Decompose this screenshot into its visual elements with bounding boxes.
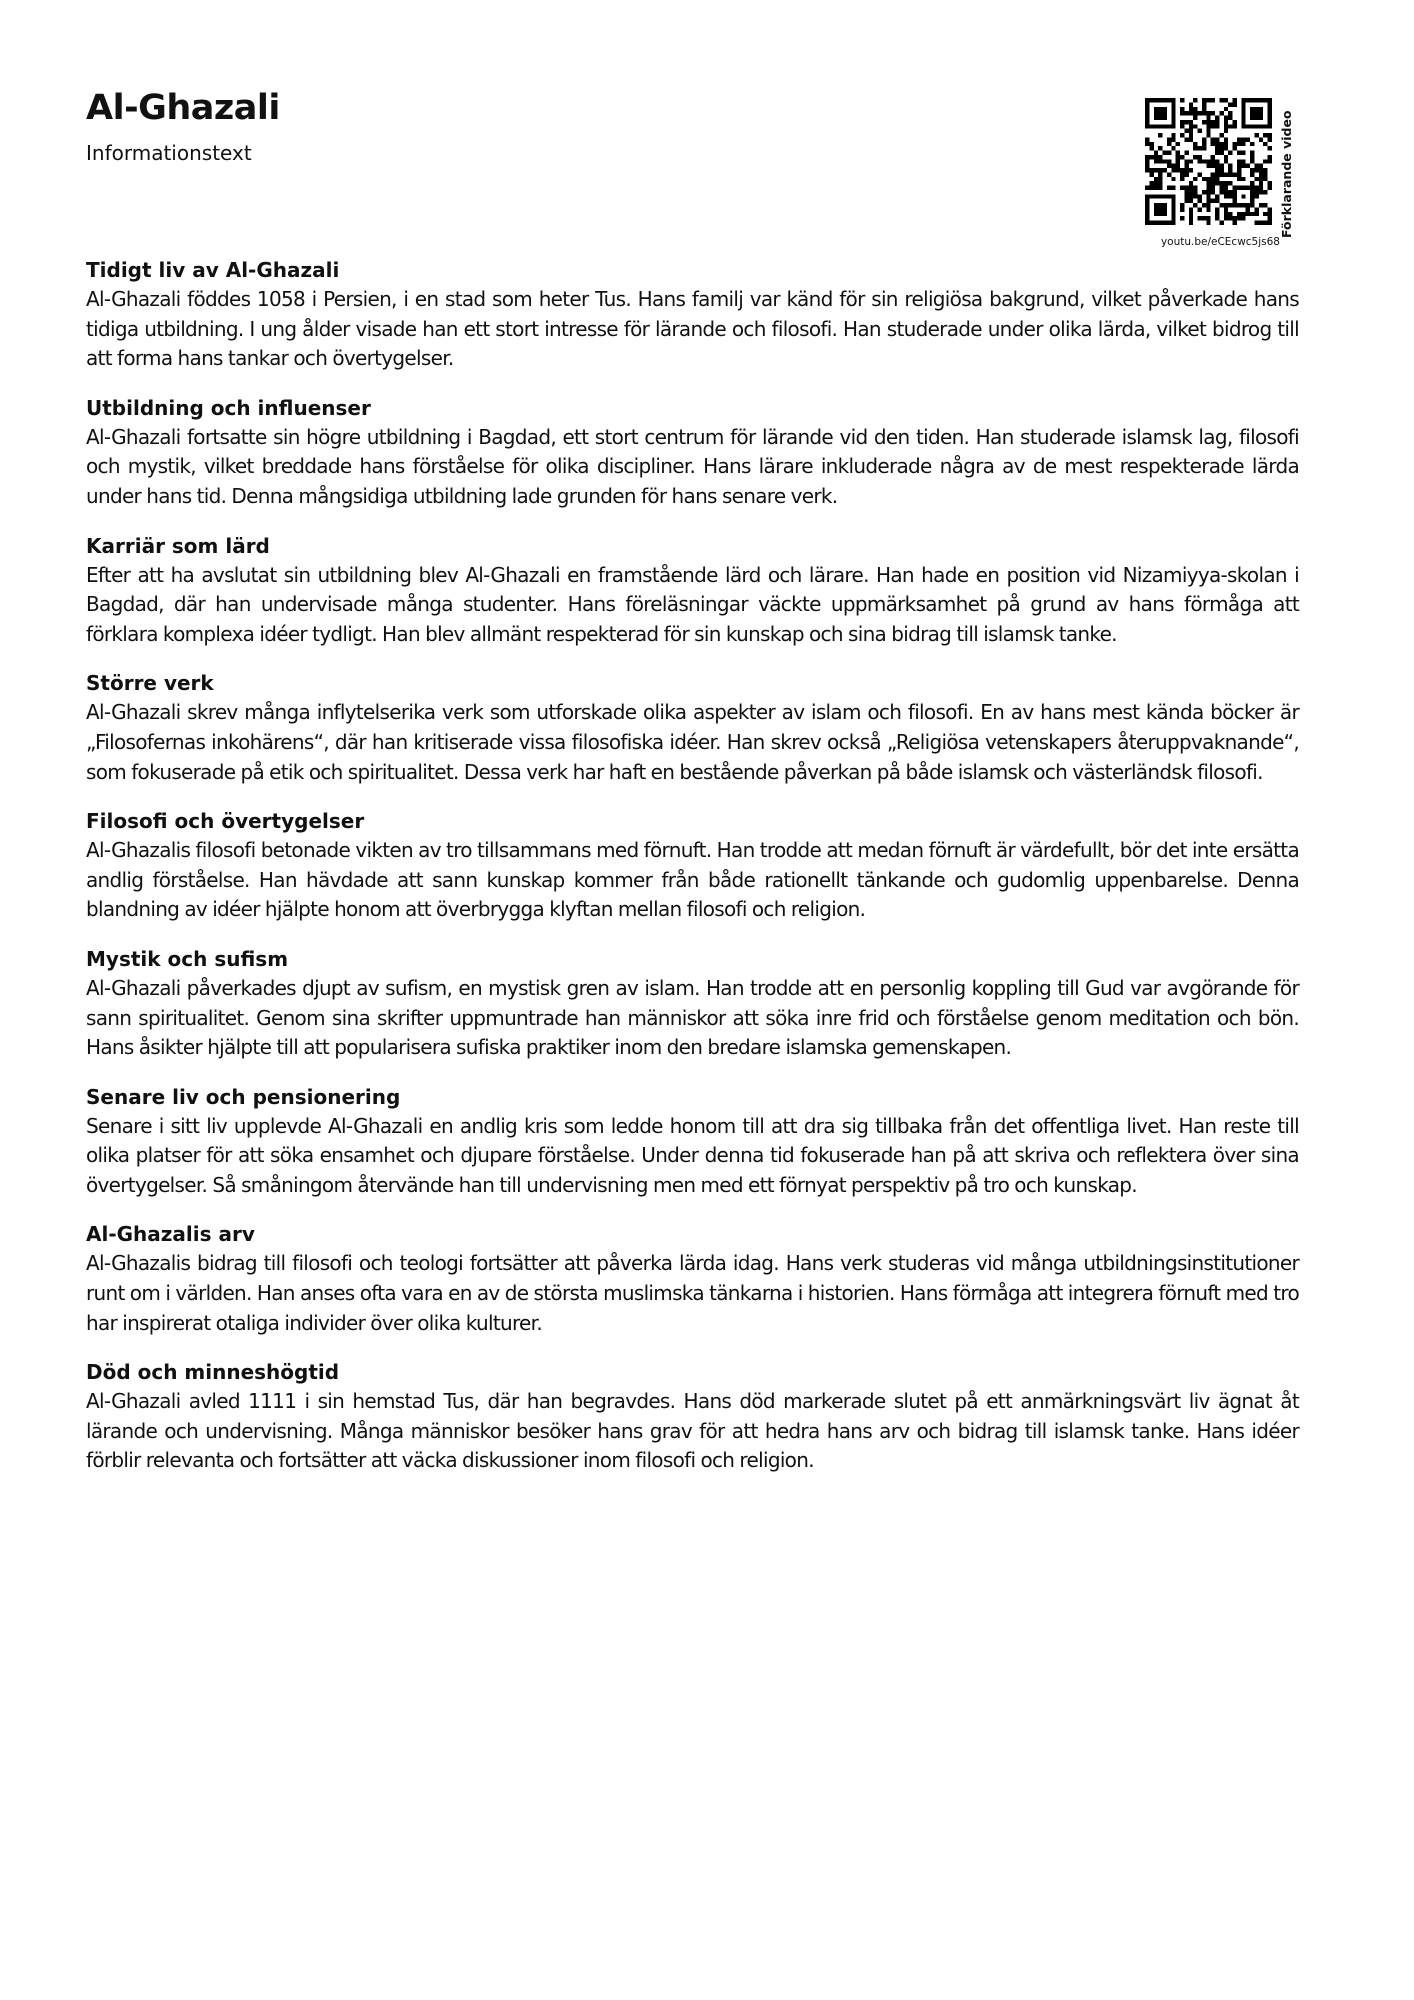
section-text: Senare i sitt liv upplevde Al-Ghazali en andlig kris som ledde honom till att dra sig tillbaka från det offentliga livet. Han reste till olika platser för att söka ensamhet och djupare förståelse. Under denna tid fokuserade han på att skriva och reflektera över sina övertygelser. Så småningom återvände han till undervisning men med ett förnyat perspektiv på tro och kunskap. xyxy=(86,1113,1299,1197)
qr-code-icon[interactable] xyxy=(1145,98,1272,225)
section xyxy=(86,256,1299,374)
qr-side-label: Förklarande video xyxy=(1279,110,1294,238)
section xyxy=(86,1083,1299,1201)
page-title: Al-Ghazali xyxy=(86,88,280,128)
section-heading: Filosofi och övertygelser xyxy=(86,809,365,834)
section-heading: Tidigt liv av Al-Ghazali xyxy=(86,258,340,282)
section xyxy=(86,669,1299,787)
section-text: Al-Ghazali avled 1111 i sin hemstad Tus, där han begravdes. Hans död markerade slutet på ett anmärkningsvärt liv ägnat åt lärande och undervisning. Många människor besöker hans grav för att hedra hans arv och bidrag till islamsk tanke. Hans idéer förblir relevanta och fortsätter att väcka diskussioner inom filosofi och religion. xyxy=(86,1389,1299,1473)
section xyxy=(86,1220,1299,1338)
section xyxy=(86,807,1299,925)
section-heading: Död och minneshögtid xyxy=(86,1360,340,1385)
qr-block xyxy=(1145,98,1310,250)
section xyxy=(86,1358,1299,1476)
section-heading: Större verk xyxy=(86,671,214,696)
section xyxy=(86,532,1299,650)
section-heading: Mystik och sufism xyxy=(86,946,289,971)
section-text: Al-Ghazali fortsatte sin högre utbildning i Bagdad, ett stort centrum för lärande vid den tiden. Han studerade islamsk lag, filosofi och mystik, vilket breddade hans förståelse för olika discipliner. Hans lärare inkluderade några av de mest respekterade lärda under hans tid. Denna mångsidiga utbildning lade grunden för hans senare verk. xyxy=(86,424,1299,508)
section-text: Al-Ghazali påverkades djupt av sufism, en mystisk gren av islam. Han trodde att en personlig koppling till Gud var avgörande för sann spiritualitet. Genom sina skrifter uppmuntrade han människor att söka inre frid och förståelse genom meditation och bön. Hans åsikter hjälpte till att popularisera sufiska praktiker inom den bredare islamska gemenskapen. xyxy=(86,975,1299,1060)
section-text: Al-Ghazali skrev många inflytelserika verk som utforskade olika aspekter av islam och filosofi. En av hans mest kända böcker är „Filosofernas inkohärens“, där han kritiserade vissa filosofiska idéer. Han skrev också „Religiösa vetenskapers återuppvaknande“, som fokuserade på etik och spiritualitet. Dessa verk har haft en bestående påverkan på både islamsk och västerländsk filosofi. xyxy=(86,700,1299,784)
section-heading: Senare liv och pensionering xyxy=(86,1084,401,1109)
section-text: Al-Ghazali föddes 1058 i Persien, i en stad som heter Tus. Hans familj var känd för sin religiösa bakgrund, vilket påverkade hans tidiga utbildning. I ung ålder visade han ett stort intresse för lärande och filosofi. Han studerade under olika lärda, vilket bidrog till att forma hans tankar och övertygelser. xyxy=(86,287,1299,371)
document-content xyxy=(86,256,1299,1496)
qr-link[interactable]: youtu.be/eCEcwc5js68 xyxy=(1160,236,1280,248)
section-heading: Al-Ghazalis arv xyxy=(86,1222,255,1247)
section-text: Al-Ghazalis bidrag till filosofi och teologi fortsätter att påverka lärda idag. Hans verk studeras vid många utbildningsinstitutioner runt om i världen. Han anses ofta vara en av de största muslimska tänkarna i historien. Hans förmåga att integrera förnuft med tro har inspirerat otaliga individer över olika kulturer. xyxy=(86,1251,1299,1335)
section-text: Al-Ghazalis filosofi betonade vikten av tro tillsammans med förnuft. Han trodde att medan förnuft är värdefullt, bör det inte ersätta andlig förståelse. Han hävdade att sann kunskap kommer från både rationellt tänkande och gudomlig uppenbarelse. Denna blandning av idéer hjälpte honom att överbrygga klyftan mellan filosofi och religion. xyxy=(86,838,1299,922)
section xyxy=(86,394,1299,512)
page-subtitle: Informationstext xyxy=(86,141,252,165)
section-heading: Utbildning och influenser xyxy=(86,395,371,420)
section-heading: Karriär som lärd xyxy=(86,533,270,558)
section-text: Efter att ha avslutat sin utbildning blev Al-Ghazali en framstående lärd och lärare. Han hade en position vid Nizamiyya-skolan i Bagdad, där han undervisade många studenter. Hans föreläsningar väckte uppmärksamhet på grund av hans förmåga att förklara komplexa idéer tydligt. Han blev allmänt respekterad för sin kunskap och sina bidrag till islamsk tanke. xyxy=(86,562,1299,646)
section xyxy=(86,945,1299,1063)
